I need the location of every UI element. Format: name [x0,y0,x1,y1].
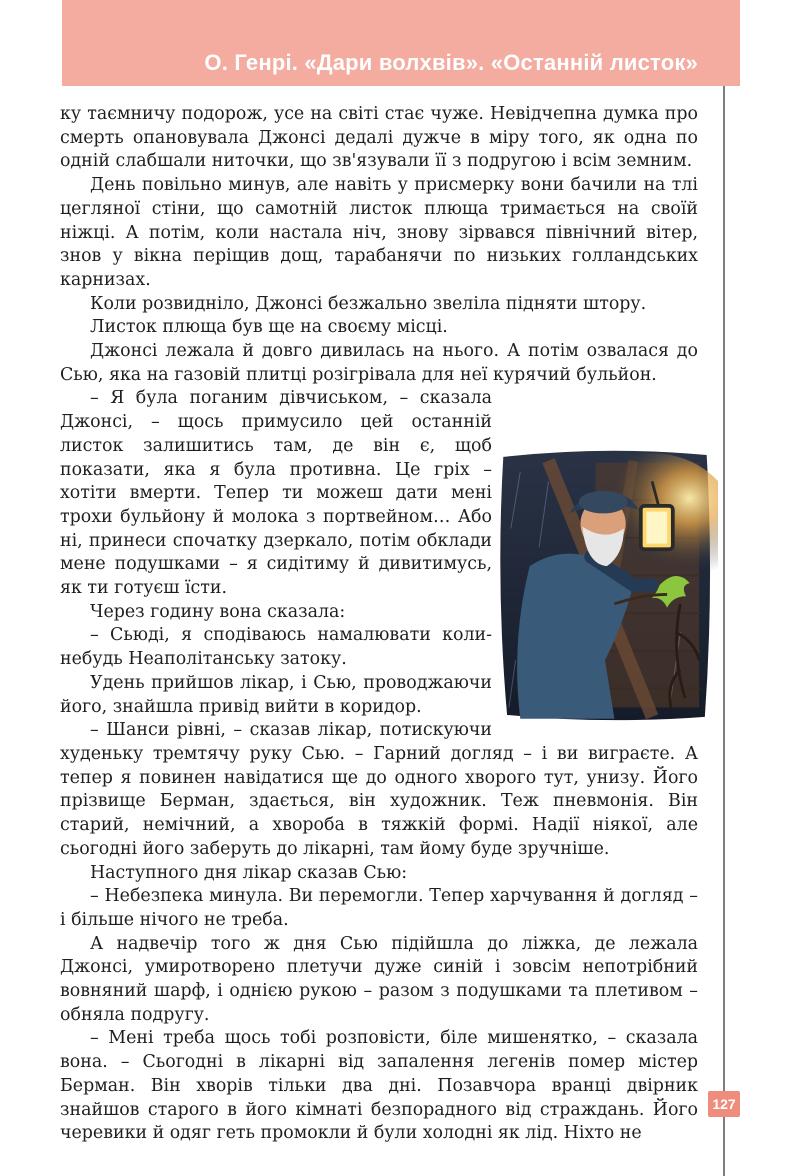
margin-rule [723,86,725,1176]
paragraph: – Сьюді, я сподіваюсь намалювати коли-небудь Неаполітанську затоку. [60,625,492,670]
paragraph: Удень прийшов лікар, і Сью, проводжаючи його, знайшла привід вийти в коридор. [60,672,492,717]
paragraph: – Мені треба щось тобі розповісти, біле мишенятко, – сказала вона. – Сьогодні в лікарні від запалення легенів помер містер Берман. Він хворів тільки два дні. Позавчора вранці двірник знайшов старого в його кімнаті безпорадного від страждань. Його черевики й одяг геть промокли й були холодні як лід. Ніхто не [60,1028,698,1144]
paragraph: День повільно минув, але навіть у присмерку вони бачили на тлі цегляної стіни, що самотній листок плюща тримається на своїй ніжці. А потім, коли настала ніч, знову зірвався північний вітер, знов у вікна періщив дощ, тарабанячи по низьких голландських карнизах. [60,175,698,290]
paragraph: Листок плюща був ще на своєму місці. [90,317,448,338]
paragraph: – Шанси рівні, – сказав лікар, потискуючи худеньку тремтячу руку Сью. – Гарний догляд – і ви виграєте. А тепер я повинен навідатися ще до одного хворого тут, унизу. Його прізвище Берман, здається, він художник. Теж пневмонія. Він старий, немічний, а хвороба в тяжкій формі. Надії ніякої, але сьогодні його заберуть до лікарні, там йому буде зручніше. [60,720,698,859]
illustration-old-man-with-lantern [492,437,718,733]
paragraph: Коли розвидніло, Джонсі безжально звеліла підняти штору. [90,293,647,314]
paragraph: Джонсі лежала й довго дивилась на нього. А потім озвалася до Сью, яка на газовій плитці розігрівала для неї курячий бульйон. [60,341,698,385]
paragraph: А надвечір того ж дня Сью підійшла до ліжка, де лежала Джонсі, умиротворено плетучи дуже синій і зовсім непотрібний вовняний шарф, і однією рукою – разом з подушками та плетивом – обняла подругу. [60,933,698,1025]
page-number: 127 [708,1091,740,1117]
paragraph: – Я була поганим дівчиськом, – сказала Джонсі, – щось примусило цей останній листок залишитись там, де він є, щоб показати, яка я була противна. Це гріх – хотіти вмерти. Тепер ти можеш дати мені трохи бульйону й молока з портвейном… Або ні, принеси спочатку дзеркало, потім обклади мене подушками – я сидітиму й дивитимусь, як ти готуєш їсти. [60,388,492,599]
paragraph: Через годину вона сказала: [90,601,346,622]
running-header-title: О. Генрі. «Дари волхвів». «Останній листок» [204,50,698,75]
paragraph: – Небезпека минула. Ви перемогли. Тепер харчування й догляд – і більше нічого не треба. [60,886,698,930]
header-band [62,0,740,86]
paragraph: Наступного дня лікар сказав Сью: [90,862,408,883]
paragraph: ку таємничу подорож, усе на світі стає чуже. Невідчепна думка про смерть опановувала Джонсі дедалі дужче в міру того, як одна по одній слабшали ниточки, що зв'язували її з подругою і всім земним. [60,104,698,172]
